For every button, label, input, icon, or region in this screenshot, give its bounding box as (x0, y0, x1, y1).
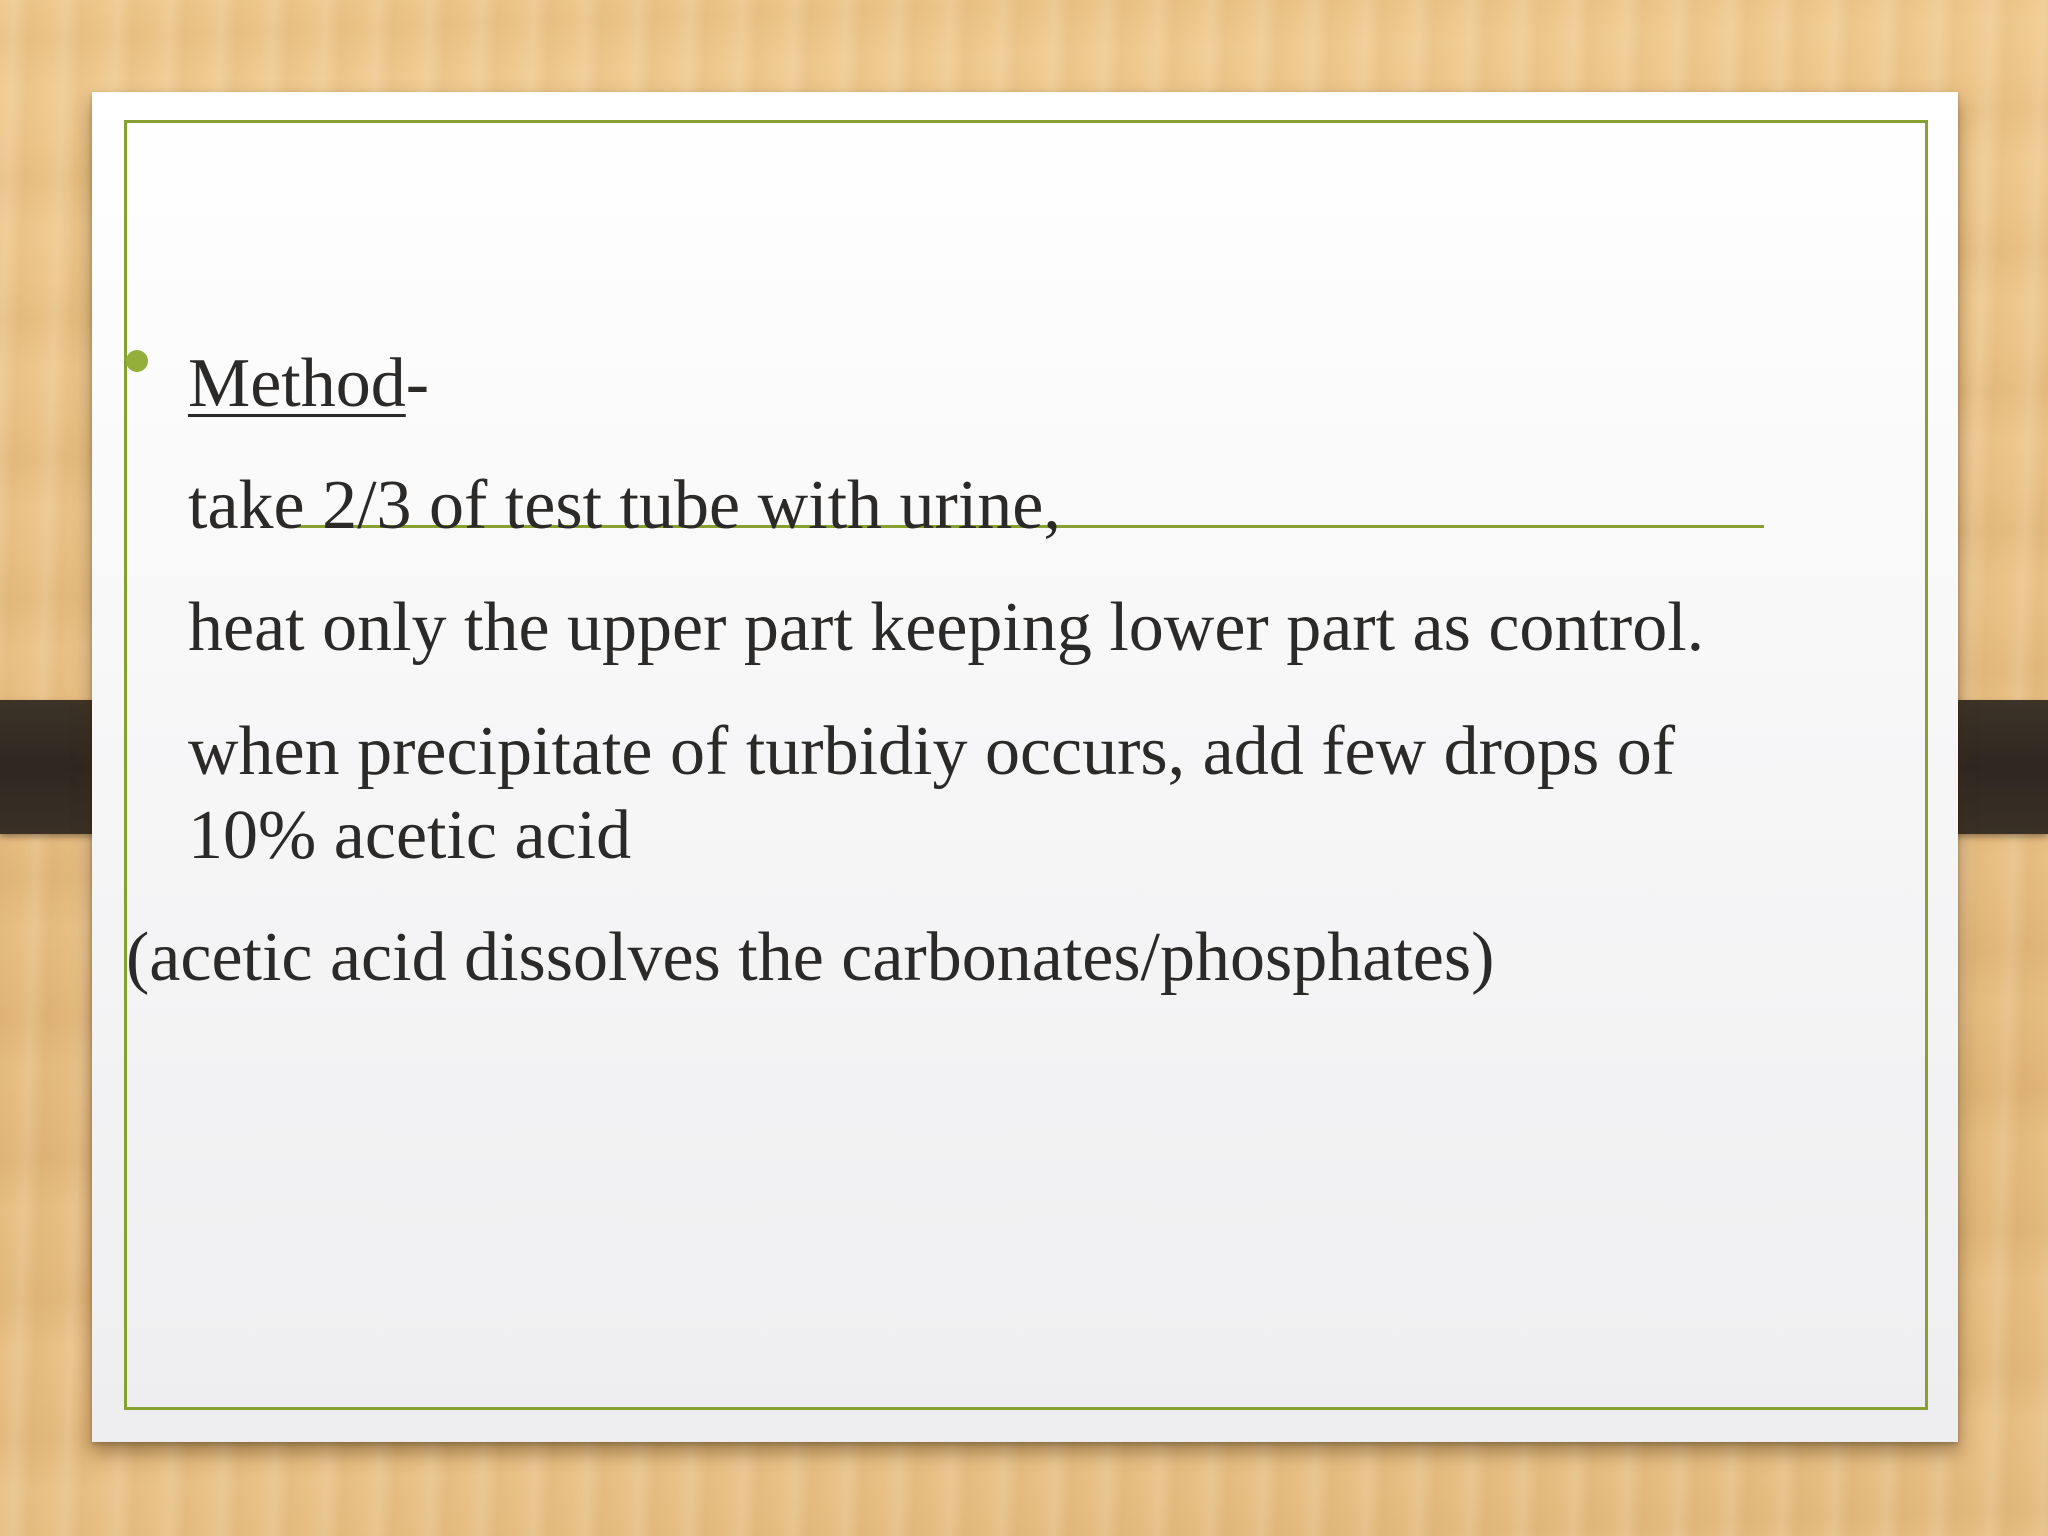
method-step-3-line-1: when precipitate of turbidiy occurs, add few drops of (188, 713, 1676, 790)
method-step-2: heat only the upper part keeping lower part as control. (188, 589, 1705, 666)
slide-heading (188, 344, 429, 424)
method-step-1: take 2/3 of test tube with urine, (188, 467, 1061, 544)
heading-suffix: - (405, 345, 430, 422)
heading-word: Method (188, 345, 406, 422)
bullet-dot-icon (126, 350, 148, 372)
method-step-3-line-2: 10% acetic acid (188, 797, 632, 874)
explanation-note: (acetic acid dissolves the carbonates/phosphates) (126, 919, 1495, 996)
